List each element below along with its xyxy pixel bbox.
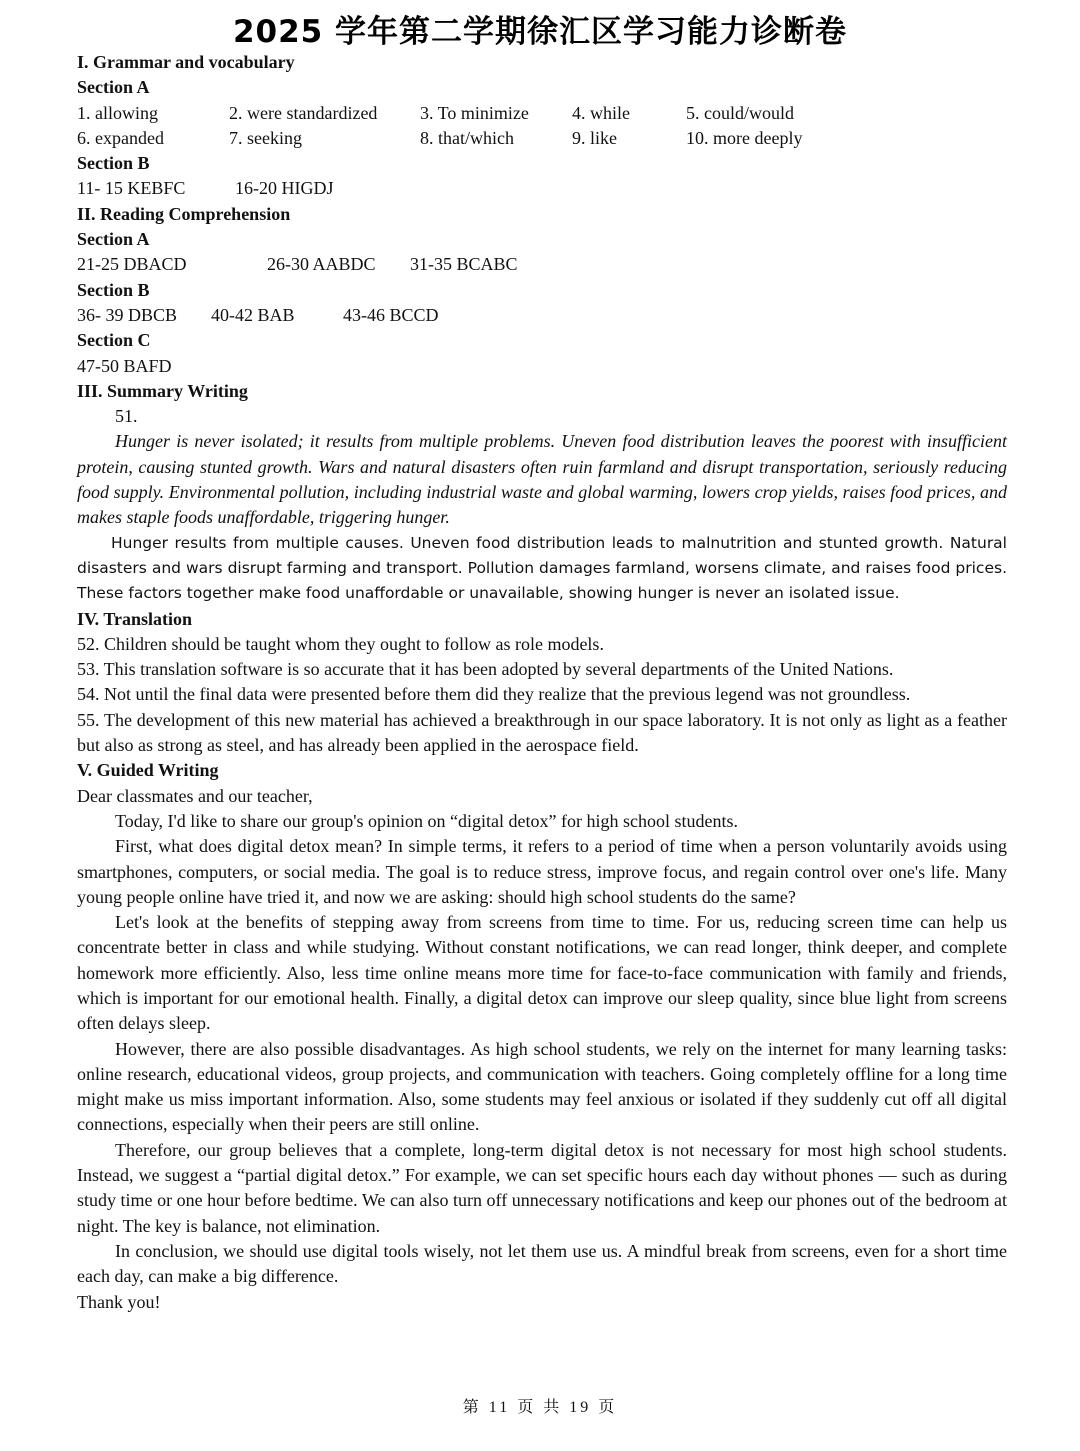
letter-paragraph: Today, I'd like to share our group's opinion on “digital detox” for high school students. [115,810,738,831]
answer-row [77,252,1007,277]
answer-item: 4. while [572,102,630,123]
answer-content [77,50,1007,1315]
answer-row [77,303,1007,328]
page-title: 2025 学年第二学期徐汇区学习能力诊断卷 [232,14,848,50]
part5-heading: V. Guided Writing [77,760,219,781]
answer-item: 21-25 DBACD [77,254,187,275]
answer-item: 26-30 AABDC [267,254,376,275]
letter-paragraph: Let's look at the benefits of stepping away from screens from time to time. For us, reducing screen time can help us concentrate better in class and while studying. Without constant notifications, we can read longer, think deeper, and complete homework more efficiently. Also, less time online means more time for face-to-face communication with family and friends, which is important for our emotional health. Finally, a digital detox can improve our sleep quality, since blue light from screens often delays sleep. [77,912,1007,1034]
letter-paragraph: However, there are also possible disadvantages. As high school students, we rely on the internet for many learning tasks: online research, educational videos, group projects, and communication with teachers. Going completely offline for a long time might make us miss important information. Also, some students may feel anxious or isolated if they suddenly cut off all digital connections, especially when their peers are still online. [77,1038,1007,1135]
answer-item: 3. To minimize [420,102,529,123]
part4-heading: IV. Translation [77,608,193,629]
answer-item: 16-20 HIGDJ [235,178,334,199]
part3-heading: III. Summary Writing [77,380,248,401]
translation-item: 55. The development of this new material has achieved a breakthrough in our space laboratory. It is not only as light as a feather but also as strong as steel, and has already been applied in the aerospace field. [77,709,1007,756]
letter-paragraph: In conclusion, we should use digital tools wisely, not let them use us. A mindful break from screens, even for a short time each day, can make a big difference. [77,1240,1007,1287]
part2-section-a: Section A [77,229,150,250]
letter-greeting: Dear classmates and our teacher, [77,785,313,806]
translation-item: 54. Not until the final data were presented before them did they realize that the previous legend was not groundless. [77,684,911,705]
answer-item: 47-50 BAFD [77,355,172,376]
answer-item: 10. more deeply [686,127,803,148]
page-number: 第 11 页 共 19 页 [462,1399,618,1416]
part1-section-b: Section B [77,153,150,174]
answer-item: 31-35 BCABC [410,254,518,275]
answer-item: 40-42 BAB [211,304,295,325]
letter-closing: Thank you! [77,1291,161,1312]
answer-item: 8. that/which [420,127,514,148]
translation-item: 52. Children should be taught whom they ought to follow as role models. [77,633,604,654]
part2-heading: II. Reading Comprehension [77,203,291,224]
answer-item: 36- 39 DBCB [77,304,178,325]
answer-item: 2. were standardized [229,102,378,123]
letter-paragraph: First, what does digital detox mean? In simple terms, it refers to a period of time when a person voluntarily avoids using smartphones, computers, or social media. The goal is to reduce stress, improve focus, and regain control over one's life. Many young people online have tried it, and now we are asking: should high school students do the same? [77,836,1007,907]
letter-paragraph: Therefore, our group believes that a complete, long-term digital detox is not necessary for most high school students. Instead, we suggest a “partial digital detox.” For example, we can set specific hours each day without phones — such as during study time or one hour before bedtime. We can also turn off unnecessary notifications and keep our phones out of the bedroom at night. The key is balance, not elimination. [77,1139,1007,1236]
part1-heading: I. Grammar and vocabulary [77,52,295,72]
question-number: 51. [115,406,138,427]
answer-row [77,354,1007,379]
part2-section-c: Section C [77,330,151,351]
answer-item: 11- 15 KEBFC [77,178,186,199]
answer-item: 5. could/would [686,102,794,123]
answer-row [77,176,1007,201]
answer-item: 1. allowing [77,102,158,123]
answer-item: 9. like [572,127,617,148]
part2-section-b: Section B [77,279,150,300]
answer-item: 7. seeking [229,127,302,148]
answer-item: 43-46 BCCD [343,304,439,325]
translation-item: 53. This translation software is so accurate that it has been adopted by several departments of the United Nations. [77,659,894,680]
answer-row [77,101,1007,126]
summary-sample-2: Hunger results from multiple causes. Uneven food distribution leads to malnutrition and stunted growth. Natural disasters and wars disrupt farming and transport. Pollution damages farmland, worsens climate, and raises food prices. These factors together make food unaffordable or unavailable, showing hunger is never an isolated issue. [77,533,1007,603]
answer-row [77,126,1007,151]
answer-item: 6. expanded [77,127,164,148]
part1-section-a: Section A [77,77,150,98]
summary-sample-1: Hunger is never isolated; it results from multiple problems. Uneven food distribution leaves the poorest with insufficient protein, causing stunted growth. Wars and natural disasters often ruin farmland and disrupt transportation, seriously reducing food supply. Environmental pollution, including industrial waste and global warming, lowers crop yields, raises food prices, and makes staple foods unaffordable, triggering hunger. [77,431,1007,528]
